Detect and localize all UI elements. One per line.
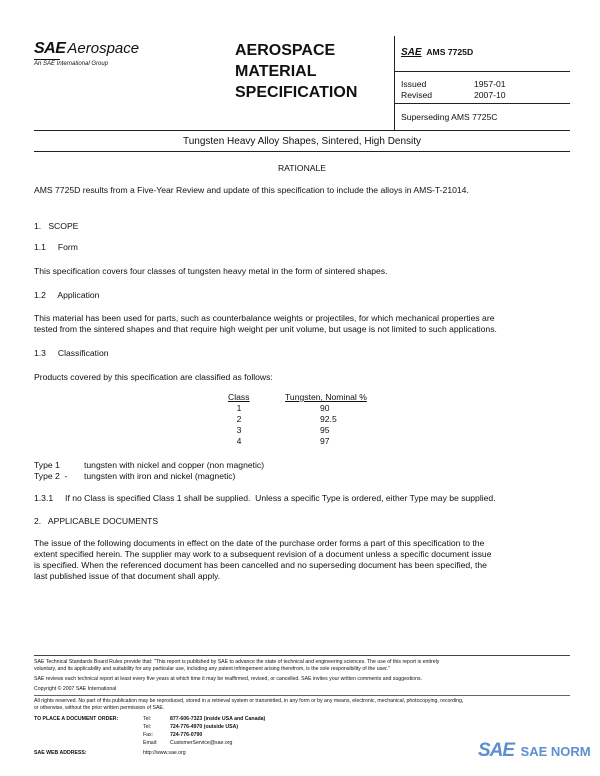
doc-number: AMS 7725D	[426, 47, 474, 57]
email-link[interactable]: CustomerService@sae.org	[170, 740, 233, 746]
spec-title	[235, 40, 357, 103]
section-1-1-text: This specification covers four classes of tungsten heavy metal in the form of sintered shapes.	[34, 266, 388, 276]
header-rule-1	[394, 71, 570, 72]
section-1-2-text-2: tested from the sintered shapes and that require high weight per unit volume, but usage is not limited to such applications.	[34, 324, 497, 334]
contact-label: Fax:	[143, 732, 154, 738]
section-1-3-1-text: 1.3.1 If no Class is specified Class 1 shall be supplied. Unless a specific Type is ordered, either Type may be supplied.	[34, 493, 496, 503]
logo-sae: SAE	[34, 40, 66, 57]
order-label: TO PLACE A DOCUMENT ORDER:	[34, 716, 119, 722]
table-class-cell: 3	[236, 425, 242, 435]
logo-tagline: An SAE International Group	[34, 61, 109, 67]
issued-value: 1957-01	[474, 79, 506, 89]
doc-title: Tungsten Heavy Alloy Shapes, Sintered, High Density	[182, 136, 422, 147]
watermark-sae-logo: SAE	[478, 740, 515, 761]
footer-rule-2	[34, 695, 570, 696]
table-tungsten-cell: 90	[320, 403, 330, 413]
contact-label: Tel:	[143, 716, 152, 722]
section-2-text-line: extent specified herein. The supplier may work to a subsequent revision of a document unless a specific document issue	[34, 549, 492, 559]
section-2-text-line: last published issue of that document shall apply.	[34, 571, 221, 581]
doc-sae-logo: SAE	[401, 47, 422, 58]
logo-aerospace: Aerospace	[67, 40, 140, 57]
spec-title-line-2: MATERIAL	[235, 63, 317, 80]
table-tungsten-cell: 92.5	[320, 414, 337, 424]
revised-value: 2007-10	[474, 90, 506, 100]
section-1-2-text-1: This material has been used for parts, such as counterbalance weights or projectiles, for which mechanical properties are	[34, 313, 495, 323]
section-2-heading: 2. APPLICABLE DOCUMENTS	[34, 516, 159, 526]
spec-title-line-1: AEROSPACE	[235, 42, 336, 59]
section-1-1-heading: 1.1 Form	[34, 242, 78, 252]
section-2-text-line: is specified. When the referenced document has been cancelled and no superseding document has been specified, the	[34, 560, 487, 570]
contact-label: Email:	[143, 740, 158, 746]
doc-number-block	[401, 47, 473, 58]
type-2-label: Type 2 -	[34, 471, 68, 481]
section-2-text-line: The issue of the following documents in effect on the date of the purchase order forms a part of this specification to the	[34, 538, 485, 548]
section-1-3-text: Products covered by this specification are classified as follows:	[34, 372, 273, 382]
footer-line: SAE Technical Standards Board Rules provide that: "This report is published by SAE to advance the state of technical and engineering sciences. The use of this report is entirely	[34, 659, 440, 665]
web-address-link[interactable]: http://www.sae.org	[143, 750, 186, 756]
contact-value: 877-606-7323 (inside USA and Canada)	[170, 716, 266, 722]
footer-copyright: Copyright © 2007 SAE International	[34, 686, 117, 692]
section-1-heading: 1. SCOPE	[34, 221, 79, 231]
sae-norm-watermark	[478, 740, 591, 762]
section-1-2-heading: 1.2 Application	[34, 290, 100, 300]
logo-underline	[34, 59, 60, 60]
table-class-cell: 1	[236, 403, 242, 413]
table-header-class: Class	[228, 392, 250, 402]
footer-rule	[34, 655, 570, 656]
contact-value: 724-776-0790	[170, 732, 203, 738]
watermark-text: SAE NORM	[520, 744, 591, 759]
table-tungsten-cell: 97	[320, 436, 330, 446]
type-1-text: tungsten with nickel and copper (non magnetic)	[84, 460, 265, 470]
footer-line: voluntary, and its applicability and suitability for any particular use, including any patent infringement arising therefrom, is the sole responsibility of the user."	[34, 666, 390, 672]
table-class-cell: 2	[236, 414, 242, 424]
contact-value: 724-776-4970 (outside USA)	[170, 724, 239, 730]
footer-line: or otherwise, without the prior written permission of SAE.	[34, 705, 165, 711]
revised-label: Revised	[401, 90, 433, 100]
sae-aerospace-logo	[34, 40, 139, 58]
type-2-text: tungsten with iron and nickel (magnetic)	[84, 471, 236, 481]
issued-label: Issued	[401, 79, 427, 89]
superseding: Superseding AMS 7725C	[401, 112, 498, 122]
header-rule-2	[394, 103, 570, 104]
title-rule-bottom	[34, 151, 570, 152]
table-tungsten-cell: 95	[320, 425, 330, 435]
type-1-label: Type 1	[34, 460, 60, 470]
footer-line: All rights reserved. No part of this publication may be reproduced, stored in a retrieval system or transmitted, in any form or by any means, electronic, mechanical, photocopying, recording,	[34, 698, 464, 704]
title-rule-top	[34, 130, 570, 131]
header-divider	[394, 36, 395, 130]
footer-line: SAE reviews each technical report at least every five years at which time it may be reaffirmed, revised, or cancelled. SAE invites your written comments and suggestions.	[34, 676, 422, 682]
web-label: SAE WEB ADDRESS:	[34, 750, 87, 756]
contact-label: Tel:	[143, 724, 152, 730]
rationale-text: AMS 7725D results from a Five-Year Review and update of this specification to include the alloys in AMS-T-21014.	[34, 185, 469, 195]
table-header-tungsten: Tungsten, Nominal %	[285, 392, 367, 402]
table-class-cell: 4	[236, 436, 242, 446]
spec-title-line-3: SPECIFICATION	[235, 84, 358, 101]
rationale-heading: RATIONALE	[277, 163, 327, 173]
section-1-3-heading: 1.3 Classification	[34, 348, 109, 358]
